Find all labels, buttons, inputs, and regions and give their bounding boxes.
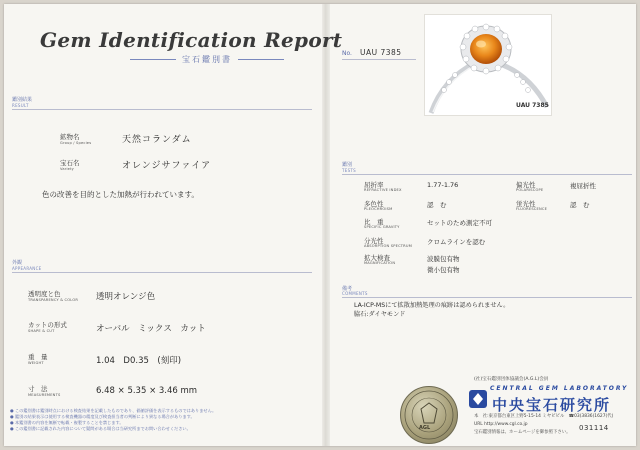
comments-divider [342, 297, 632, 298]
group-label: 鉱物名 [60, 133, 80, 141]
group-label-en: Group / Species [60, 141, 92, 145]
group-value: 天然コランダム [122, 135, 192, 145]
tests-section-title: 鑑別 [342, 162, 353, 168]
lab-info-note: 宝石鑑別情報は、ホームページを御参照下さい。 [474, 430, 571, 435]
note-line: ● 本鑑別書の内容を無断で転載・複製することを禁じます。 [10, 420, 124, 425]
fluorescence-label-en: FLUORESCENCE [516, 207, 548, 211]
report-subtitle: 宝石鑑別書 [124, 54, 290, 65]
seal-text: AGL [419, 425, 431, 431]
report-title: Gem Identification Report [40, 28, 343, 52]
absorption-spectrum-label: 分光性 [364, 237, 384, 245]
note-line: ● 鑑別の結果表示は使用する検査機器の精度及び検査担当者の判断により異なる場合があります。 [10, 414, 195, 419]
polariscope-label: 偏光性 [516, 181, 536, 189]
ring-photo [424, 14, 552, 116]
lab-name-jp: 中央宝石研究所 [492, 396, 612, 414]
appearance-divider [12, 272, 312, 273]
weight-label: 重 量 [28, 353, 48, 361]
report-number-label: No. [342, 50, 352, 57]
comments-section-title: 備考 [342, 286, 353, 292]
appearance-section-title: 外観 [12, 260, 23, 266]
pleochroism-label: 多色性 [364, 200, 384, 208]
polariscope-value: 複屈折性 [570, 182, 596, 190]
result-comment: 色の改善を目的とした加熱が行われています。 [42, 190, 199, 199]
specific-gravity-value: セットのため測定不可 [427, 219, 492, 227]
pleochroism-label-en: PLEOCHROISM [364, 207, 393, 211]
tests-divider [342, 174, 632, 175]
result-section-subtitle: RESULT [12, 103, 29, 108]
page-fold [322, 4, 330, 446]
shape-cut-value: オーバル ミックス カット [96, 324, 206, 334]
lab-logo-icon [468, 389, 488, 409]
refractive-index-label-en: REFRACTIVE INDEX [364, 188, 402, 192]
result-section-title: 鑑別結果 [12, 97, 33, 103]
tests-section-subtitle: TESTS [342, 168, 356, 173]
refractive-index-value: 1.77-1.76 [427, 181, 459, 189]
report-number: UAU 7385 [360, 48, 402, 57]
serial-number: 031114 [579, 424, 609, 432]
variety-label-en: Variety [60, 167, 75, 171]
note-line: ● この鑑別書に記載された内容について疑問がある場合は当研究所までお問い合わせください。 [10, 426, 191, 431]
magnification-value: 波膜包有物 [427, 255, 460, 263]
refractive-index-label: 屈折率 [364, 181, 384, 189]
appearance-section-subtitle: APPEARANCE [12, 266, 42, 271]
specific-gravity-label-en: SPECIFIC GRAVITY [364, 225, 400, 229]
lab-seal [400, 386, 458, 444]
transparency-label-en: TRANSPARENCY & COLOR [28, 298, 79, 302]
specific-gravity-label: 比 重 [364, 218, 384, 226]
magnification-label-en: MAGNIFICATION [364, 261, 396, 265]
lab-association: (社)宝石鑑別団体協議会(A.G.L)会員 [474, 377, 549, 382]
weight-label-en: WEIGHT [28, 361, 44, 365]
transparency-label: 透明度と色 [28, 290, 61, 298]
comments-section-subtitle: COMMENTS [342, 291, 368, 296]
pleochroism-value: 認 む [427, 201, 447, 209]
absorption-spectrum-value: クロムラインを認む [427, 238, 486, 246]
measurements-label-en: MEASUREMENTS [28, 393, 61, 397]
report-sheet [4, 4, 636, 446]
measurements-value: 6.48 × 5.35 × 3.46 mm [96, 386, 198, 396]
seal-emblem [401, 387, 457, 443]
result-divider [12, 109, 312, 110]
comment-line-1: LA-ICP-MSにて拡散加熱処理の痕跡は認められません。 [354, 302, 510, 309]
weight-value: 1.04 D0.35 (刻印) [96, 356, 182, 366]
absorption-spectrum-label-en: ABSORPTION SPECTRUM [364, 244, 413, 248]
variety-value: オレンジサファイア [122, 161, 212, 171]
shape-cut-label-en: SHAPE & CUT [28, 329, 55, 333]
variety-label: 宝石名 [60, 159, 80, 167]
lab-url[interactable]: URL http://www.cgl.co.jp [474, 422, 528, 427]
lab-address: 本 社:東京都台東区上野5-15-14 ミヤビビル ☎03(3836)1627(代) [474, 414, 614, 419]
measurements-label: 寸 法 [28, 385, 48, 393]
fluorescence-label: 蛍光性 [516, 200, 536, 208]
comment-line-2: 脇石:ダイヤモンド [354, 311, 406, 318]
transparency-value: 透明オレンジ色 [96, 292, 156, 302]
disclaimer-notes [10, 408, 216, 432]
lab-name-en: CENTRAL GEM LABORATORY [490, 385, 629, 392]
photo-caption: UAU 7385 [516, 102, 549, 109]
polariscope-label-en: POLARISCOPE [516, 188, 544, 192]
note-line: ● この鑑別書は鑑別時点における検査結果を記載したものであり、価値評価を表示するものではありません。 [10, 408, 217, 413]
magnification-label: 拡大検査 [364, 254, 390, 262]
shape-cut-label: カットの形式 [28, 321, 67, 329]
fluorescence-value: 認 む [570, 201, 590, 209]
ring-illustration [425, 15, 551, 115]
report-number-underline [342, 59, 416, 60]
magnification-value-2: 微小包有物 [427, 266, 460, 274]
